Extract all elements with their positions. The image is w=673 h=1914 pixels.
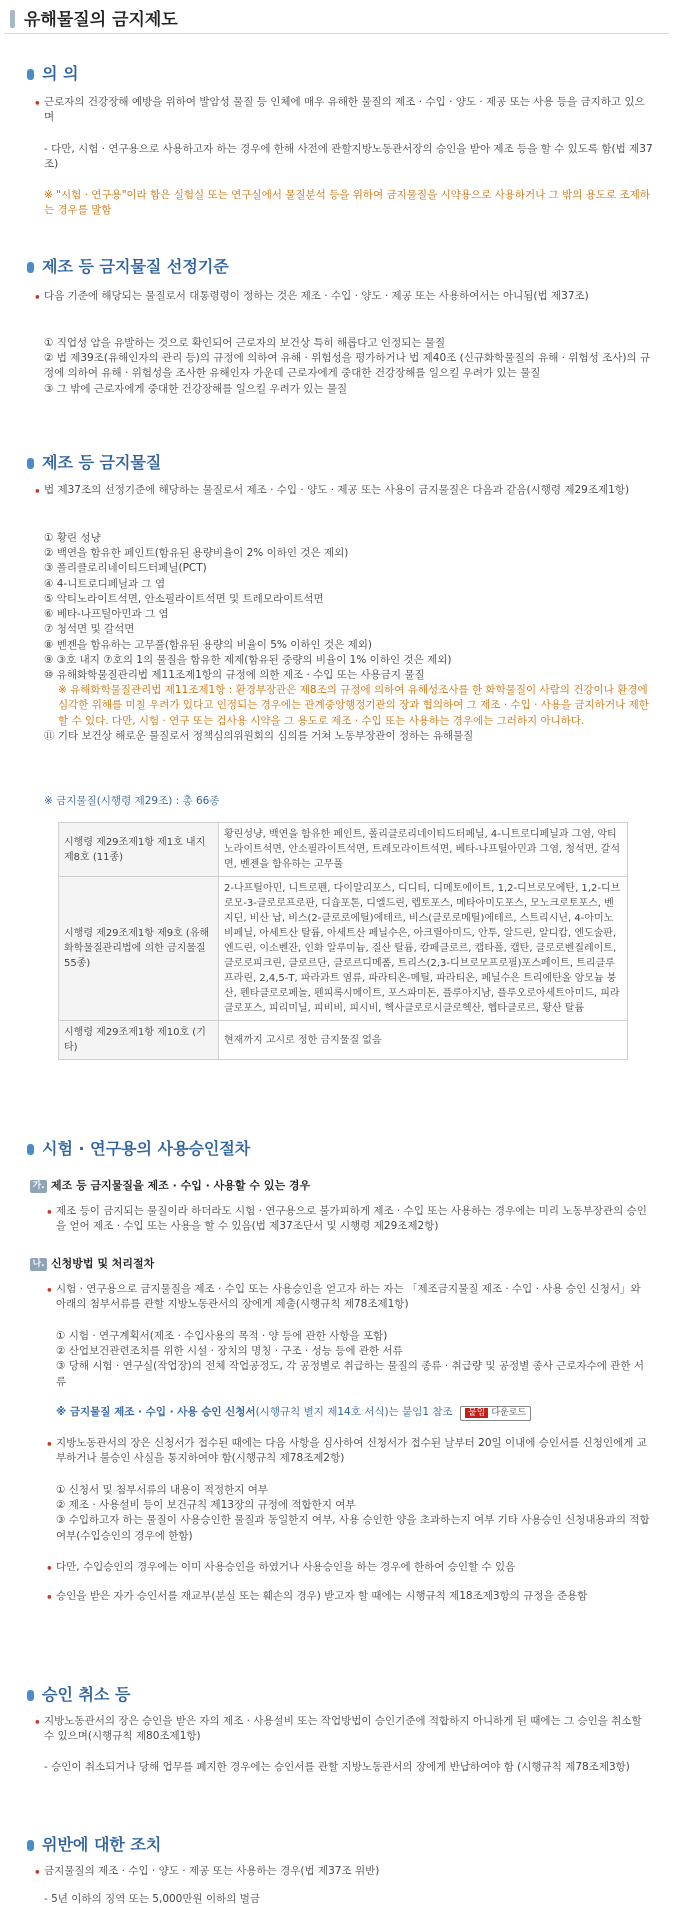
subsection-badge: 가.: [30, 1180, 47, 1193]
bullet-icon: •: [46, 1592, 53, 1604]
bullet-icon: •: [34, 486, 41, 498]
procedure-doc-item: ① 시험 · 연구계획서(제조 · 수입사용의 목적 · 양 등에 관한 사항을 포함): [56, 1330, 388, 1342]
prohibited-note: ※ 유해화학물질관리법 제11조제1항 : 환경부장관은 제8조의 규정에 의하여 유해성조사를 한 화학물질이 사람의 건강이나 환경에 심각한 위해를 미칠 우려가 있다고 인정되는 경우에는 관계중앙행정기관의 장과 협의하여 그 제조 · 수입 · 사용을 금지하거나 제한할 수 있다. 다만, 시험 · 연구 또는 검사용 시약을 그 용도로 제조 · 수입 또는 사용하는 경우에는 그러하지 아니하다.: [58, 684, 649, 727]
revocation-detail: - 승인이 취소되거나 당해 업무를 폐지한 경우에는 승인서를 관할 지방노동관서의 장에게 반납하여야 함 (시행규칙 제78조제3항): [44, 1761, 630, 1773]
table-cell-key: 시행령 제29조제1항 제9호 (유해화학물질관리법에 의한 금지물질 55종): [59, 877, 219, 1021]
purpose-text: 근로자의 건강장해 예방을 위하여 발암성 물질 등 인체에 매우 유해한 물질의 제조 · 수입 · 양도 · 제공 또는 사용 등을 금지하고 있으며: [44, 96, 645, 124]
prohibited-item: ⑦ 청석면 및 갈석면: [44, 623, 135, 636]
prohibited-count: ※ 금지물질(시행령 제29조) : 총 66종: [44, 795, 220, 807]
prohibited-item: ① 황린 성냥: [44, 532, 101, 544]
penalty-text: 금지물질의 제조 · 수입 · 양도 · 제공 또는 사용하는 경우(법 제37조 위반): [44, 1865, 380, 1877]
purpose-detail: - 다만, 시험 · 연구용으로 사용하고자 하는 경우에 한해 사전에 관할지방노동관서장의 승인을 받아 제조 등을 할 수 있도록 함(법 제37조): [44, 143, 653, 171]
attachment-tag: 붙임: [465, 1408, 488, 1418]
bullet-icon: •: [34, 1717, 41, 1729]
subsection-heading-procedure: 나. 신청방법 및 처리절차: [30, 1256, 154, 1272]
download-button[interactable]: 붙임 다운로드: [460, 1406, 531, 1421]
subsection-heading-cases: 가. 제조 등 금지물질을 제조 · 수입 · 사용할 수 있는 경우: [30, 1178, 310, 1194]
cases-text: 제조 등이 금지되는 물질이라 하더라도 시험 · 연구용으로 불가피하게 제조 · 수입 또는 사용하는 경우에는 미리 노동부장관의 승인을 얻어 제조 · 수입 또는 사용을 할 수 있음(법 제37조단서 및 시행령 제29조제2항): [56, 1205, 647, 1233]
section-heading-revocation: 승인 취소 등: [42, 1685, 131, 1704]
prohibited-item: ⑤ 악티노라이트석면, 안소필라이트석면 및 트레모라이트석면: [44, 592, 324, 605]
prohibited-item: ⑧ 벤젠을 함유하는 고무풀(함유된 용량의 비율이 5% 이하인 것은 제외): [44, 638, 373, 651]
table-cell-value: 현재까지 고시로 정한 금지물질 없음: [219, 1021, 628, 1060]
bullet-icon: •: [34, 1867, 41, 1879]
table-row: [59, 823, 628, 877]
prohibited-substances-table: [58, 822, 628, 1060]
procedure-doc-item: ② 산업보건관련조치를 위한 시설 · 장치의 명칭 · 구조 · 성능 등에 관한 서류: [56, 1345, 403, 1358]
table-row: [59, 1021, 628, 1060]
criteria-item: ③ 그 밖에 근로자에게 중대한 건강장해를 일으킬 우려가 있는 물질: [44, 382, 348, 395]
revocation-text: 지방노동관서의 장은 승인을 받은 자의 제조 · 사용설비 또는 작업방법이 승인기준에 적합하지 아니하게 된 때에는 그 승인을 취소할 수 있으며(시행규칙 제80조제1항): [44, 1715, 642, 1743]
table-row: [59, 877, 628, 1021]
prohibited-item: ⑪ 기타 보건상 해로운 물질로서 정책심의위원회의 심의를 거쳐 노동부장관이 정하는 유해물질: [44, 729, 474, 742]
criteria-text: 다음 기준에 해당되는 물질로서 대통령령이 정하는 것은 제조 · 수입 · 양도 · 제공 또는 사용하여서는 아니됨(법 제37조): [44, 290, 589, 302]
prohibited-item: ② 백연을 함유한 페인트(함유된 용량비율이 2% 이하인 것은 제외): [44, 547, 349, 560]
prohibited-item: ⑩ 유해화학물질관리법 제11조제1항의 규정에 의한 제조 · 수입 또는 사용금지 물질: [44, 668, 425, 681]
table-cell-key: 시행령 제29조제1항 제1호 내지 제8호 (11종): [59, 823, 219, 877]
procedure-docs-list: [56, 1329, 654, 1390]
criteria-item: ① 직업성 암을 유발하는 것으로 확인되어 근로자의 보건상 특히 해롭다고 인정되는 물질: [44, 337, 446, 349]
review-text: 지방노동관서의 장은 신청서가 접수된 때에는 다음 사항을 심사하여 신청서가 접수된 날부터 20일 이내에 승인서를 신청인에게 교부하거나 불승인 사실을 통지하여야 함(시행규칙 제78조제2항): [56, 1437, 647, 1465]
penalty-detail: - 5년 이하의 징역 또는 5,000만원 이하의 벌금: [44, 1893, 261, 1905]
prohibited-item: ⑥ 베타-나프틸아민과 그 염: [44, 608, 169, 621]
review-criteria-item: ① 신청서 및 첨부서류의 내용이 적정한지 여부: [56, 1484, 269, 1496]
section-heading-penalty: 위반에 대한 조치: [42, 1835, 162, 1854]
bullet-icon: •: [34, 98, 41, 110]
criteria-item: ② 법 제39조(유해인자의 관리 등)의 규정에 의하여 유해 · 위험성을 평가하거나 법 제40조 (신규화학물질의 유해 · 위험성 조사)의 규정에 의하여 유해 · 위험성을 조사한 유해인자 가운데 근로자에게 중대한 건강장해를 일으킬 우려가 있는 물질: [44, 352, 651, 380]
subsection-badge: 나.: [30, 1258, 47, 1271]
bullet-icon: •: [46, 1439, 53, 1451]
title-marker-icon: [10, 10, 15, 28]
bullet-icon: •: [46, 1207, 53, 1219]
prohibited-item: ④ 4-니트로디페닐과 그 염: [44, 577, 166, 590]
bullet-icon: •: [34, 292, 41, 304]
reissue-text: 승인을 받은 자가 승인서를 재교부(분실 또는 훼손의 경우) 받고자 할 때에는 시행규칙 제18조제3항의 규정을 준용함: [56, 1590, 588, 1602]
review-criteria-list: [56, 1483, 654, 1544]
page-title: 유해물질의 금지제도: [24, 10, 178, 30]
section-heading-purpose: 의 의: [42, 64, 79, 83]
table-cell-value: 황린성냥, 백연을 함유한 페인트, 폴리클로리네이티드터페닐, 4-니트로디페닐과 그염, 악티노라이트석면, 안소필라이트석면, 트레모라이트석면, 베타-나프틸아민과 그염, 청석면, 갈석면, 벤젠을 함유하는 고무풀: [219, 823, 628, 877]
prohibited-list: [44, 531, 654, 744]
prohibited-item: ⑨ ③호 내지 ⑦호의 1의 물질을 함유한 제제(함유된 중량의 비율이 1% 이하인 것은 제외): [44, 653, 452, 666]
procedure-doc-item: ③ 당해 시험 · 연구실(작업장)의 전체 작업공정도, 각 공정별로 취급하는 물질의 종류 · 취급량 및 공정별 종사 근로자수에 관한 서류: [56, 1360, 645, 1388]
import-approval-text: 다만, 수입승인의 경우에는 이미 사용승인을 하였거나 사용승인을 하는 경우에 한하여 승인할 수 있음: [56, 1561, 516, 1573]
review-criteria-item: ② 제조 · 사용설비 등이 보건규칙 제13장의 규정에 적합한지 여부: [56, 1499, 356, 1512]
purpose-note: ※ "시험 · 연구용"이라 함은 실험실 또는 연구실에서 물질분석 등을 위하여 금지물질을 시약용으로 사용하거나 그 밖의 용도로 조제하는 경우를 말함: [44, 189, 650, 217]
review-criteria-item: ③ 수입하고자 하는 물질이 사용승인한 물질과 동일한지 여부, 사용 승인한 양을 초과하는지 여부 기타 사용승인 신청내용과의 적합여부(수입승인의 경우에 한함): [56, 1514, 650, 1542]
table-cell-value: 2-나프틸아민, 니트로펜, 다이알리포스, 디디티, 디메토에이트, 1,2-디브로모에탄, 1,2-디브로모-3-클로로프로판, 디숍포톤, 디엘드린, 렙토포스, 메타아미도포스, 모노크로토포스, 벤지딘, 비산 납, 비스(2-클로로에틸)에테르, 비스(클로로메틸)에테르, 스트리시닌, 4-아미노비페닐, 아세트산 탈륨, 아세트산 페닐수은, 아크릴아미드, 안투, 알드린, 알디캅, 엔도술판, 엔드린, 이소벤잔, 인화 알루미늄, 질산 탈륨, 캄페클로르, 캡타폴, 캡탄, 클로로벤질레이트, 클로로피크린, 클로르단, 클로르디메폼, 트리스(2,3-디브로모프로필)포스페이트, 트리클루프라린, 2,4,5-T, 파라과트 염류, 파라티온-메틸, 파라티온, 페닐수은 트리에탄올 암모늄 붕산, 펜타클로로페놀, 펜피록시메이트, 포스파미돈, 플루아지남, 플루오로아세트아미드, 피라클로포스, 피리미닐, 피비비, 피시비, 헥사클로로시클로헥산, 헵타클로르, 황산 탈륨: [219, 877, 628, 1021]
form-note: ※ 금지물질 제조 · 수입 · 사용 승인 신청서(시행규칙 별지 제14호 서식)는 붙임1 참조 붙임 다운로드: [56, 1405, 654, 1421]
bullet-icon: •: [46, 1563, 53, 1575]
bullet-icon: •: [46, 1285, 53, 1297]
table-cell-key: 시행령 제29조제1항 제10호 (기타): [59, 1021, 219, 1060]
page-title-bar: [4, 4, 669, 34]
section-heading-prohibited: 제조 등 금지물질: [42, 453, 162, 472]
prohibited-text: 법 제37조의 선정기준에 해당하는 물질로서 제조 · 수입 · 양도 · 제공 또는 사용이 금지물질은 다음과 같음(시행령 제29조제1항): [44, 484, 630, 496]
prohibited-item: ③ 폴리클로리네이티드터페닐(PCT): [44, 562, 207, 575]
section-heading-criteria: 제조 등 금지물질 선정기준: [42, 257, 229, 276]
section-heading-approval: 시험 · 연구용의 사용승인절차: [42, 1139, 251, 1158]
criteria-list: [44, 336, 654, 397]
procedure-text: 시험 · 연구용으로 금지물질을 제조 · 수입 또는 사용승인을 얻고자 하는 자는 「제조금지물질 제조 · 수입 · 사용 승인 신청서」와 아래의 첨부서류를 관할 지방노동관서의 장에게 제출(시행규칙 제78조제1항): [56, 1283, 641, 1311]
